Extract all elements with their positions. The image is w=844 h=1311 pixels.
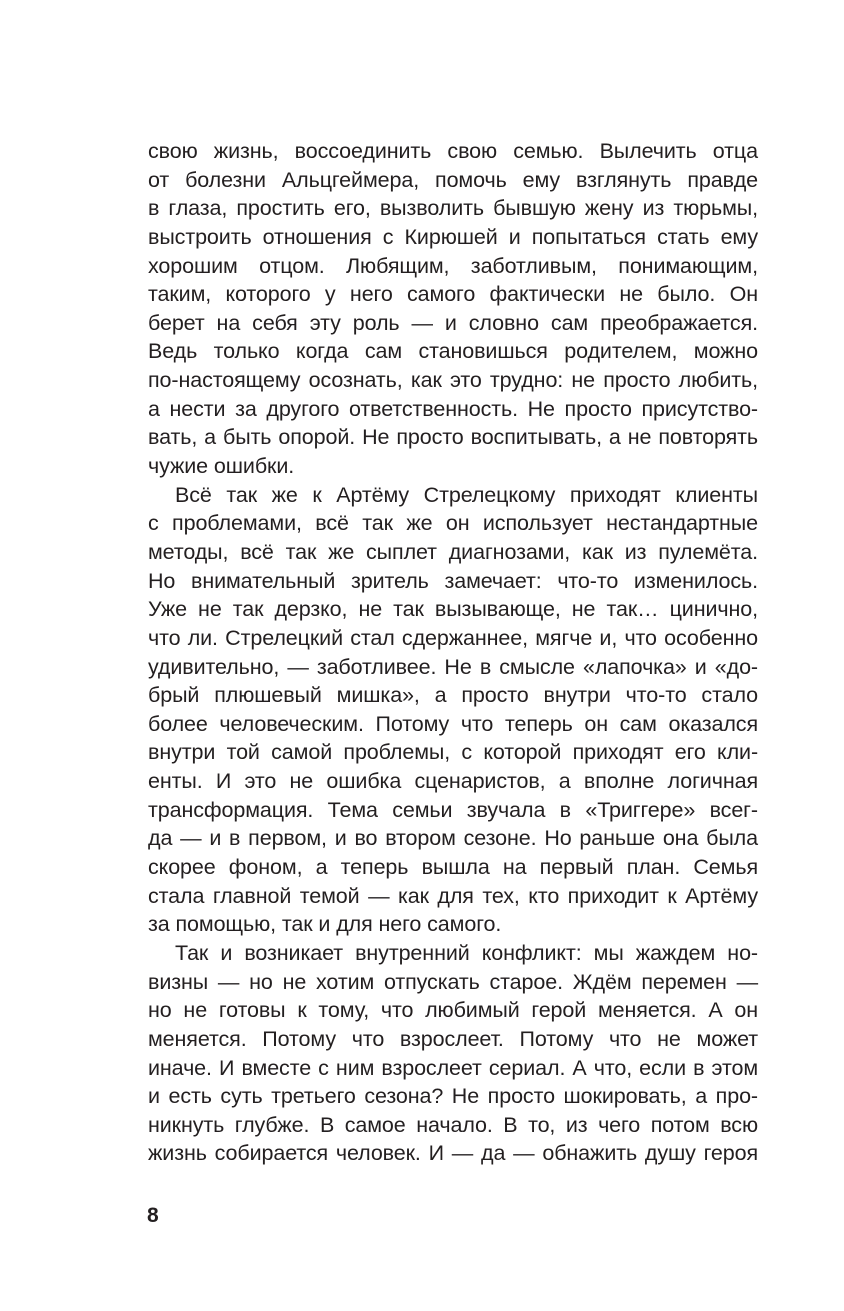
text-line: брый плюшевый мишка», а просто внутри что-то стало [148, 683, 758, 708]
text-line: методы, всё так же сыплет диагнозами, как из пулемёта. [148, 539, 758, 564]
text-line: с проблемами, всё так же он использует нестандартные [148, 511, 758, 536]
paragraph [148, 939, 758, 1168]
text-line: за помощью, так и для него самого. [148, 912, 502, 937]
text-line: стала главной темой — как для тех, кто приходит к Артёму [148, 883, 758, 908]
text-line: удивительно, — заботливее. Не в смысле «лапочка» и «до- [148, 654, 758, 679]
text-line: берет на себя эту роль — и словно сам преображается. [148, 310, 758, 335]
text-line: чужие ошибки. [148, 454, 295, 479]
text-line: более человеческим. Потому что теперь он сам оказался [148, 711, 758, 736]
text-line: и есть суть третьего сезона? Не просто шокировать, а про- [148, 1084, 758, 1109]
text-line: от болезни Альцгеймера, помочь ему взглянуть правде [148, 167, 758, 192]
text-line: иначе. И вместе с ним взрослеет сериал. А что, если в этом [148, 1055, 758, 1080]
text-line: енты. И это не ошибка сценаристов, а вполне логичная [148, 769, 758, 794]
paragraph [148, 481, 758, 939]
text-line: меняется. Потому что взрослеет. Потому что не может [148, 1026, 758, 1051]
text-line: по-настоящему осознать, как это трудно: не просто любить, [148, 368, 758, 393]
text-line: Но внимательный зритель замечает: что-то изменилось. [148, 568, 758, 593]
text-line: Так и возникает внутренний конфликт: мы жаждем но- [175, 940, 758, 965]
text-line: что ли. Стрелецкий стал сдержаннее, мягче и, что особенно [148, 625, 758, 650]
text-line: в глаза, простить его, вызволить бывшую жену из тюрьмы, [148, 196, 758, 221]
text-line: внутри той самой проблемы, с которой приходят его кли- [148, 740, 758, 765]
text-line: а нести за другого ответственность. Не просто присутство- [148, 396, 758, 421]
text-line: трансформация. Тема семьи звучала в «Триггере» всег- [148, 797, 758, 822]
body-text [148, 137, 758, 1168]
text-line: визны — но не хотим отпускать старое. Ждём перемен — [148, 969, 758, 994]
text-line: вать, а быть опорой. Не просто воспитывать, а не повторять [148, 425, 758, 450]
text-line: никнуть глубже. В самое начало. В то, из чего потом всю [148, 1112, 758, 1137]
text-line: свою жизнь, воссоединить свою семью. Вылечить отца [148, 139, 758, 163]
text-line: да — и в первом, и во втором сезоне. Но раньше она была [148, 826, 758, 851]
paragraph [148, 137, 758, 481]
text-line: но не готовы к тому, что любимый герой меняется. А он [148, 998, 758, 1023]
text-line: хорошим отцом. Любящим, заботливым, понимающим, [148, 253, 758, 278]
text-line: Всё так же к Артёму Стрелецкому приходят клиенты [175, 482, 758, 507]
text-line: выстроить отношения с Кирюшей и попытаться стать ему [148, 224, 758, 249]
text-line: таким, которого у него самого фактически не было. Он [148, 282, 758, 307]
text-line: скорее фоном, а теперь вышла на первый план. Семья [148, 855, 758, 880]
text-line: Ведь только когда сам становишься родителем, можно [148, 339, 758, 364]
page-number: 8 [147, 1204, 160, 1227]
text-line: жизнь собирается человек. И — да — обнажить душу героя [148, 1141, 758, 1166]
text-line: Уже не так дерзко, не так вызывающе, не так… цинично, [148, 597, 758, 622]
